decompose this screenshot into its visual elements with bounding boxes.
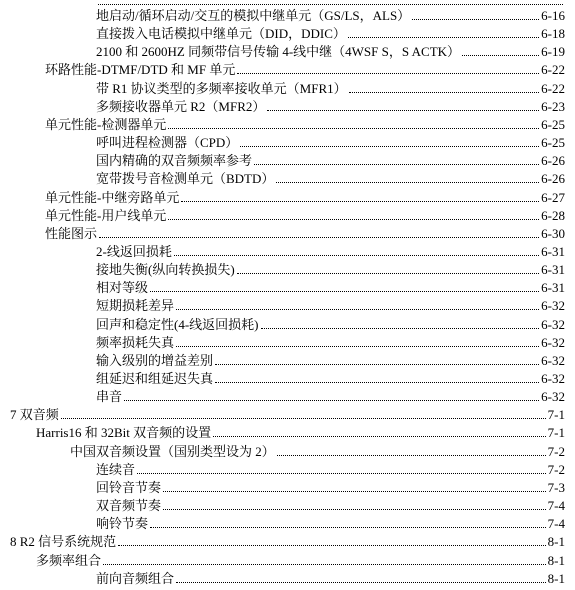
toc-leader [150, 290, 539, 292]
toc-leader [118, 544, 545, 546]
toc-entry-page: 6-19 [541, 44, 565, 60]
toc-leader [215, 381, 539, 383]
toc-leader [176, 345, 539, 347]
toc-entry-page: 6-32 [541, 371, 565, 386]
toc-entry-title: 国内精确的双音频频率参考 [96, 153, 253, 169]
toc-entry-title: 2-线返回损耗 [96, 243, 172, 259]
toc-entry[interactable] [96, 6, 565, 24]
toc-entry[interactable] [96, 351, 565, 369]
toc-entry[interactable] [96, 242, 565, 260]
toc-entry[interactable] [45, 224, 565, 242]
toc-entry-page: 7-3 [547, 479, 565, 495]
toc-leader [412, 18, 539, 20]
toc-entry-title: 带 R1 协议类型的多频率接收单元（MFR1） [96, 80, 347, 96]
toc-entry-title: 地启动/循环启动/交互的模拟中继单元（GS/LS，ALS） [96, 8, 411, 23]
toc-entry-title: 直接拨入电话模拟中继单元（DID，DDIC） [96, 26, 346, 42]
toc-entry-page: 6-30 [541, 225, 565, 241]
toc-entry-page: 6-26 [541, 171, 565, 187]
toc-leader [254, 163, 539, 165]
toc-entry-page: 6-32 [541, 316, 565, 332]
toc-entry[interactable] [96, 387, 565, 405]
toc-entry[interactable] [70, 442, 565, 460]
toc-leader [168, 218, 539, 220]
toc-entry[interactable] [96, 460, 565, 478]
toc-entry-page: 6-32 [541, 352, 565, 368]
toc-leader [103, 563, 546, 565]
toc-entry-title: 相对等级 [96, 280, 149, 296]
toc-entry-page: 6-31 [541, 262, 565, 278]
toc-entry[interactable] [96, 278, 565, 296]
toc-leader [176, 308, 539, 310]
toc-entry-title: 接地失衡(纵向转换损失) [96, 262, 235, 278]
toc-leader [99, 236, 539, 238]
toc-entry-title: 2100 和 2600HZ 同频带信号传输 4-线中继（4WSF S，S ACTK） [96, 44, 461, 60]
toc-leader [462, 54, 539, 56]
toc-entry-title: 响铃节奏 [96, 516, 149, 532]
toc-leader [174, 254, 539, 256]
toc-entry-title: 8 R2 信号系统规范 [10, 534, 117, 550]
toc-entry-page: 7-1 [547, 407, 565, 423]
toc-leader [181, 200, 539, 202]
toc-entry[interactable] [96, 24, 565, 42]
toc-entry[interactable] [45, 60, 565, 78]
toc-leader [261, 327, 540, 329]
toc-entry-title: 输入级别的增益差别 [96, 352, 214, 368]
toc-entry[interactable] [96, 569, 565, 587]
toc-entry[interactable] [10, 405, 565, 423]
toc-entry[interactable] [96, 169, 565, 187]
toc-entry-title: 呼叫进程检测器（CPD） [96, 135, 239, 151]
toc-entry-title: 单元性能-检测器单元 [45, 116, 167, 132]
toc-entry[interactable] [96, 296, 565, 314]
toc-entry[interactable] [45, 206, 565, 224]
toc-entry-page: 6-27 [541, 189, 565, 205]
toc-entry-title: 组延迟和组延迟失真 [96, 371, 214, 386]
toc-entry[interactable] [96, 133, 565, 151]
toc-leader [150, 526, 546, 528]
toc-entry-page: 7-4 [547, 516, 565, 532]
toc-entry-page: 8-1 [547, 570, 565, 586]
toc-entry[interactable] [96, 260, 565, 278]
toc-entry-page: 6-22 [541, 62, 565, 78]
toc-entry[interactable] [45, 188, 565, 206]
toc-leader [240, 145, 539, 147]
toc-entry-page: 7-2 [547, 461, 565, 477]
toc-entry-title: 短期损耗差异 [96, 298, 175, 314]
toc-entry-page: 8-1 [547, 552, 565, 568]
toc-entry-title: 回声和稳定性(4-线返回损耗) [96, 316, 259, 332]
toc-leader [61, 417, 546, 419]
toc-entry-title: 宽带拨号音检测单元（BDTD） [96, 171, 275, 187]
toc-leader [276, 181, 539, 183]
toc-leader [137, 472, 546, 474]
toc-entry-page: 6-32 [541, 334, 565, 350]
toc-entry-page: 8-1 [547, 534, 565, 550]
toc-entry-title: Harris16 和 32Bit 双音频的设置 [36, 425, 212, 441]
toc-entry[interactable] [96, 333, 565, 351]
toc-entry-title: 中国双音频设置（国别类型设为 2） [70, 443, 275, 459]
toc-entry[interactable] [36, 551, 565, 569]
toc-entry-title: 串音 [96, 389, 123, 405]
toc-entry-title: 前向音频组合 [96, 570, 175, 586]
toc-entry-title: 环路性能-DTMF/DTD 和 MF 单元 [45, 62, 236, 78]
toc-entry-title: 单元性能-用户线单元 [45, 207, 167, 223]
toc-entry[interactable] [96, 514, 565, 532]
toc-entry-page: 6-26 [541, 153, 565, 169]
toc-entry[interactable] [10, 532, 565, 550]
toc-entry-title: 连续音 [96, 461, 136, 477]
toc-entry-page: 7-1 [547, 425, 565, 441]
toc-entry-title: 多频率组合 [36, 552, 102, 568]
toc-entry-title: 频率损耗失真 [96, 334, 175, 350]
toc-leader [163, 508, 546, 510]
toc-leader [215, 363, 539, 365]
toc-entry-page: 6-32 [541, 298, 565, 314]
toc-entry-title: 多频接收器单元 R2（MFR2） [96, 98, 266, 114]
toc-entry-page: 6-32 [541, 389, 565, 405]
toc-leader [98, 3, 563, 5]
toc-leader [237, 72, 539, 74]
toc-entry[interactable] [96, 315, 565, 333]
toc-entry-page: 6-31 [541, 280, 565, 296]
toc-leader [124, 399, 539, 401]
toc-entry-page: 6-16 [541, 8, 565, 23]
toc-entry-page: 6-18 [541, 26, 565, 42]
toc-entry[interactable] [96, 42, 565, 60]
toc-entry-page: 7-4 [547, 498, 565, 514]
toc-entry-page: 6-25 [541, 135, 565, 151]
toc-leader [237, 272, 539, 274]
toc-entry[interactable] [96, 79, 565, 97]
toc-leader [163, 490, 546, 492]
toc-leader [267, 109, 539, 111]
toc-entry[interactable] [96, 97, 565, 115]
toc-entry-page: 6-22 [541, 80, 565, 96]
toc-entry[interactable] [96, 369, 565, 387]
toc-entry-page: 6-25 [541, 116, 565, 132]
toc-entry[interactable] [96, 496, 565, 514]
toc-entry[interactable] [45, 115, 565, 133]
toc-entry[interactable] [96, 151, 565, 169]
toc-leader [348, 36, 539, 38]
toc-leader [168, 127, 539, 129]
toc-entry-page: 6-31 [541, 243, 565, 259]
toc-entry[interactable] [96, 478, 565, 496]
toc-leader [349, 91, 540, 93]
toc-leader [277, 454, 546, 456]
toc-entry-title: 回铃音节奏 [96, 479, 162, 495]
toc-entry-title: 7 双音频 [10, 407, 59, 423]
toc-entry-title: 单元性能-中继旁路单元 [45, 189, 180, 205]
toc-leader [176, 581, 546, 583]
toc-leader [213, 435, 546, 437]
toc-entry-page: 6-23 [541, 98, 565, 114]
toc-entry[interactable] [36, 423, 565, 441]
toc-entry-page: 6-28 [541, 207, 565, 223]
toc-entry-title: 性能图示 [45, 225, 98, 241]
toc-entry-page: 7-2 [547, 443, 565, 459]
toc-entry-title: 双音频节奏 [96, 498, 162, 514]
